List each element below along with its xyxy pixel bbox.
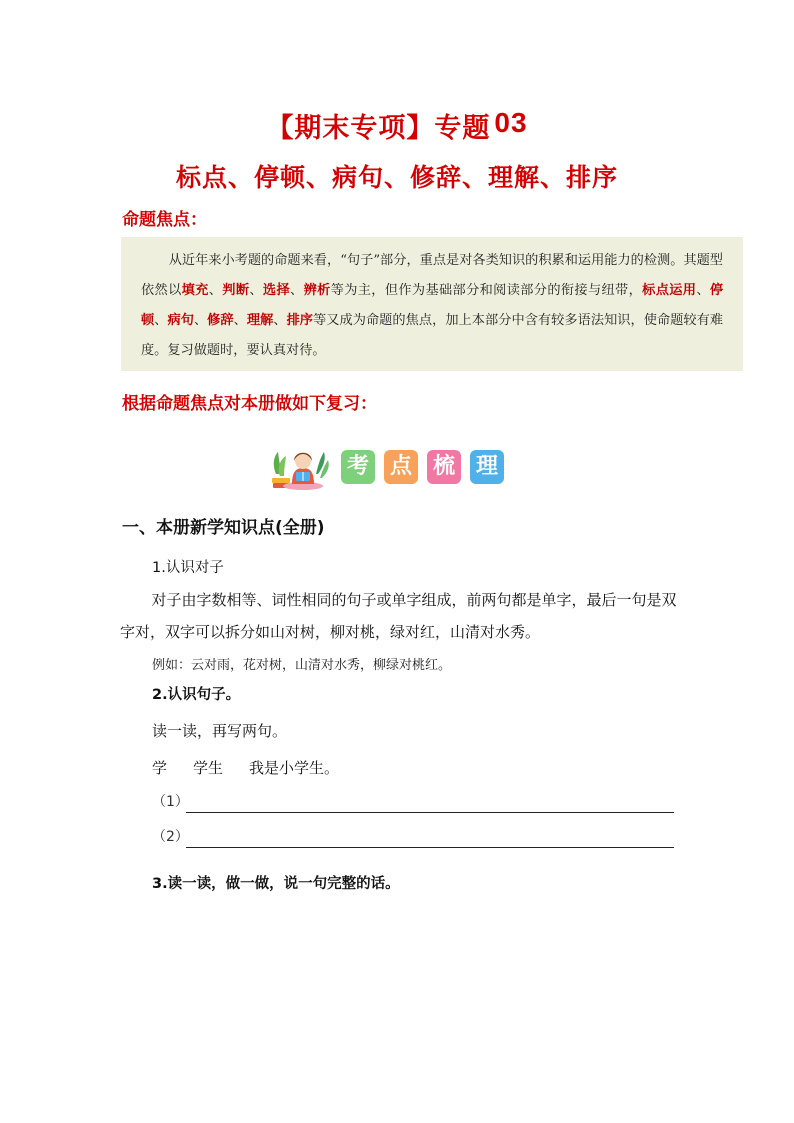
badge-tile: 考 [341, 450, 375, 484]
badge-tile: 点 [384, 450, 418, 484]
title-main: 【期末专项】专题 [266, 113, 491, 144]
keyword-punctuation: 标点运用 [642, 283, 697, 298]
focus-heading: 命题焦点： [122, 210, 207, 230]
item-2-heading: 2.认识句子。 [152, 687, 241, 703]
focus-text-1: 从近年来小考题的命题来看，“句子”部分，重点是对各类知识的积累和运用能力的检测。其题型依然以 [141, 253, 723, 298]
page-subtitle: 标点、停顿、病句、修辞、理解、排序 [175, 163, 618, 192]
title-number: 03 [494, 107, 528, 138]
keyword-understanding: 理解 [246, 313, 274, 328]
item-1-body: 对子由字数相等、词性相同的句子或单字组成，前两句都是单字，最后一句是双字对，双字可以拆分如山对树，柳对桃，绿对红，山清对水秀。 [120, 591, 677, 641]
focus-box [121, 237, 743, 371]
keyword-choose: 选择 [262, 283, 291, 298]
item-1-heading: 1.认识对子 [152, 560, 224, 576]
item-2-instruction: 读一读，再写两句。 [152, 722, 288, 740]
item-3-heading: 3.读一读，做一做，说一句完整的话。 [152, 876, 400, 892]
answer-blank-2[interactable]: （2） [152, 826, 674, 850]
keyword-fill: 填充 [181, 283, 209, 298]
keyword-sick-sentence: 病句 [167, 313, 194, 328]
badge-tile: 梳 [427, 450, 461, 484]
focus-paragraph: 从近年来小考题的命题来看，“句子”部分，重点是对各类知识的积累和运用能力的检测。其题型依然以填充、判断、选择、辨析等为主，但作为基础部分和阅读部分的衔接与纽带，标点运用、停顿、病句、修辞、理解、排序等又成为命题的焦点，加上本部分中含有较多语法知识，使命题较有难度。复习做题时，要认真对待。 [141, 253, 724, 358]
badge-tile: 理 [470, 450, 504, 484]
answer-blank-1[interactable]: （1） [152, 791, 674, 815]
reading-girl-icon [270, 444, 332, 490]
answer-line[interactable] [186, 847, 674, 848]
keyword-rhetoric: 修辞 [207, 313, 234, 328]
item-1-example: 例如：云对雨，花对树，山清对水秀，柳绿对桃红。 [152, 658, 452, 673]
keyword-analyze: 辨析 [303, 283, 331, 298]
keyword-pause: 停顿 [141, 283, 724, 328]
focus-text-3: 等又成为命题的焦点，加上本部分中含有较多语法知识，使命题较有难度。复习做题时，要认真对待。 [141, 313, 724, 358]
answer-line[interactable] [186, 812, 674, 813]
review-badge [270, 444, 504, 490]
section-heading: 一、本册新学知识点(全册) [122, 518, 325, 538]
review-heading: 根据命题焦点对本册做如下复习： [122, 394, 377, 414]
focus-text-2: 等为主，但作为基础部分和阅读部分的衔接与纽带， [330, 283, 643, 298]
page-title [0, 106, 794, 145]
keyword-judge: 判断 [222, 283, 250, 298]
keyword-ordering: 排序 [286, 313, 314, 328]
item-2-words: 学 学生 我是小学生。 [152, 759, 340, 777]
